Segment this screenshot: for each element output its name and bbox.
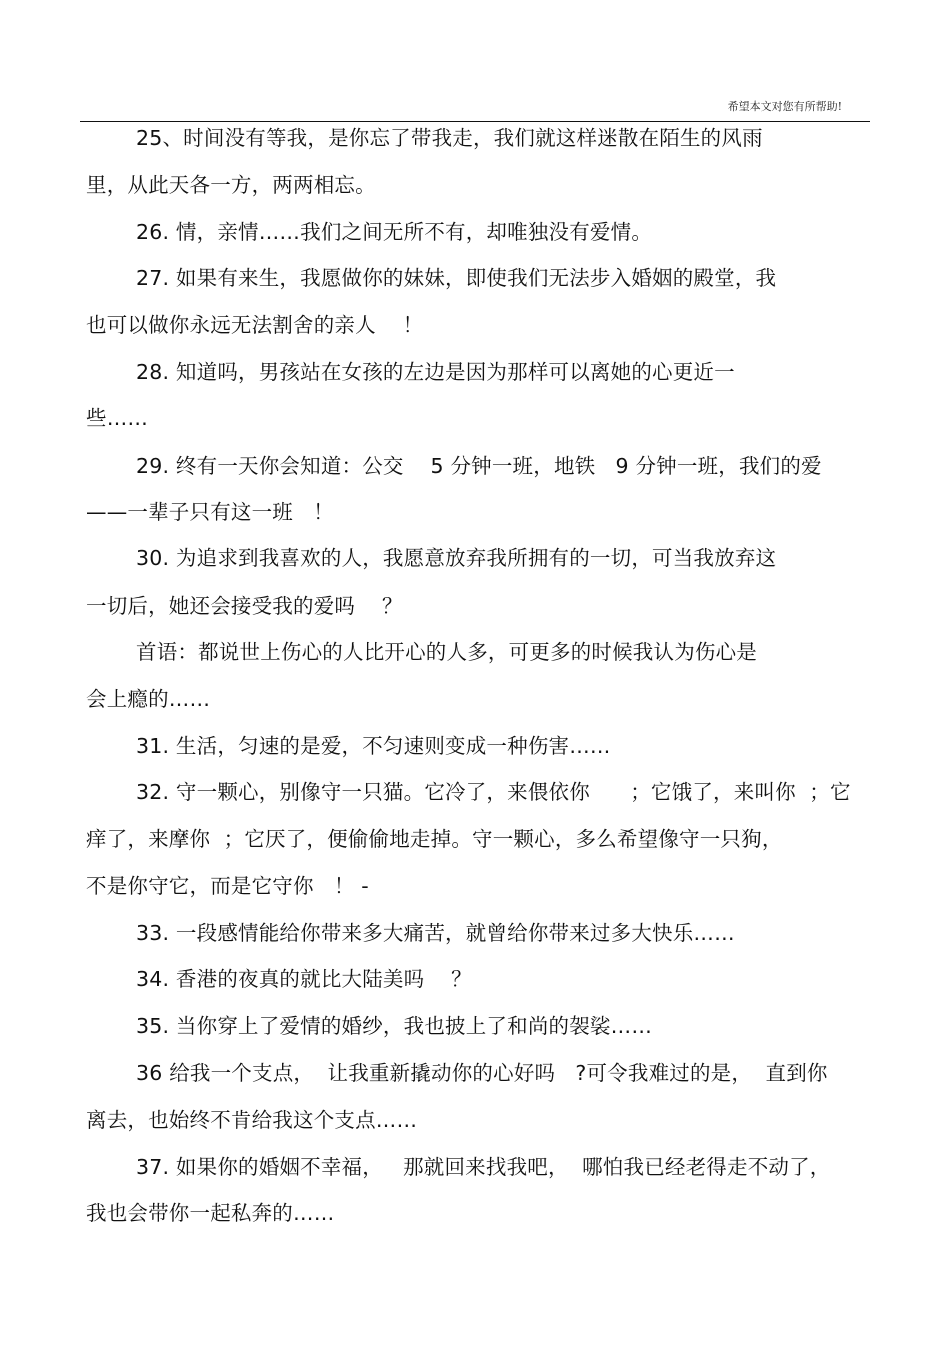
text-line-29a: 29. 终有一天你会知道：公交 5 分钟一班，地铁 9 分钟一班，我们的爱 xyxy=(136,454,822,478)
text-line-32c: 不是你守它，而是它守你 ！ - xyxy=(86,874,369,898)
text-line-32b: 痒了，来摩你 ；它厌了，便偷偷地走掉。守一颗心，多么希望像守一只狗， xyxy=(86,827,783,851)
text-line-34: 34. 香港的夜真的就比大陆美吗 ？ xyxy=(136,967,472,991)
text-line-29b: ——一辈子只有这一班 ！ xyxy=(86,500,334,524)
text-line-28a: 28. 知道吗，男孩站在女孩的左边是因为那样可以离她的心更近一 xyxy=(136,360,735,384)
text-line-31: 31. 生活，匀速的是爱，不匀速则变成一种伤害…… xyxy=(136,734,611,758)
header-text: 希望本文对您有所帮助! xyxy=(727,100,842,113)
text-line-25b: 里，从此天各一方，两两相忘。 xyxy=(86,173,376,197)
text-line-preface-b: 会上瘾的…… xyxy=(86,687,211,711)
text-line-25a: 25、时间没有等我，是你忘了带我走，我们就这样迷散在陌生的风雨 xyxy=(136,126,763,150)
text-line-26: 26. 情，亲情……我们之间无所不有，却唯独没有爱情。 xyxy=(136,220,653,244)
text-line-36b: 离去，也始终不肯给我这个支点…… xyxy=(86,1108,418,1132)
text-line-36a: 36 给我一个支点， 让我重新撬动你的心好吗 ?可令我难过的是， 直到你 xyxy=(136,1061,828,1085)
text-line-37a: 37. 如果你的婚姻不幸福， 那就回来找我吧， 哪怕我已经老得走不动了， xyxy=(136,1155,831,1179)
text-line-32a: 32. 守一颗心，别像守一只猫。它冷了，来偎依你 ；它饿了，来叫你 ；它 xyxy=(136,780,851,804)
text-line-28b: 些…… xyxy=(86,406,149,430)
text-line-27b: 也可以做你永远无法割舍的亲人 ！ xyxy=(86,313,424,337)
text-line-27a: 27. 如果有来生，我愿做你的妹妹，即使我们无法步入婚姻的殿堂，我 xyxy=(136,266,777,290)
text-line-33: 33. 一段感情能给你带来多大痛苦，就曾给你带来过多大快乐…… xyxy=(136,921,735,945)
text-line-37b: 我也会带你一起私奔的…… xyxy=(86,1201,335,1225)
text-line-preface-a: 首语：都说世上伤心的人比开心的人多，可更多的时候我认为伤心是 xyxy=(136,640,757,664)
text-line-30b: 一切后，她还会接受我的爱吗 ？ xyxy=(86,594,403,618)
text-line-35: 35. 当你穿上了爱情的婚纱，我也披上了和尚的袈裟…… xyxy=(136,1014,653,1038)
text-line-30a: 30. 为追求到我喜欢的人，我愿意放弃我所拥有的一切，可当我放弃这 xyxy=(136,546,777,570)
